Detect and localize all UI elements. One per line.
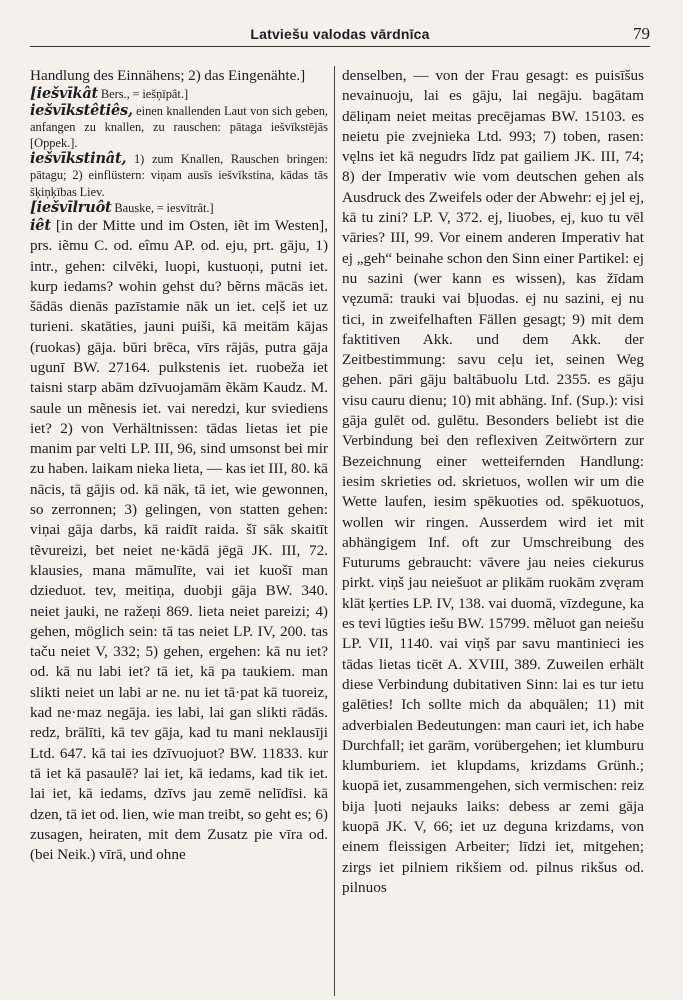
entry-body: 1) zum Knallen, Rauschen bringen: pātagu; 2) einflüstern: viņam ausīs iešvīkstina, kādas tās šķiņķības Liev. [30, 152, 328, 199]
running-head [30, 24, 650, 47]
entry-headword: iešvīkstinât, [30, 150, 127, 168]
left-column [30, 66, 328, 865]
entry-body: [in der Mitte und im Osten, iẽt im Westen], prs. iẽmu C. od. eîmu AP. od. eju, prt. gāju, 1) intr., gehen: cilvēki, luopi, kustuoņi, putni iet. kurp iedams? wohin gehst du? bẽrns mācās iet. šādās dienās pazīstamie nāk un iet. ceļš iet uz turieni. skatāties, jauni puiši, kā meitām kājas (ruokas) gāja. būri brēca, vīrs rājās, putra gāja ugunī BW. 27164. pulkstenis iet. ruobeža iet taisni starp abām dzīvuojamām ẽkām Kaudz. M. saule un mẽnesis iet. vai neredzi, kur sviediens iet? 2) von Verhältnissen: tādas lietas iet pie manim par velti LP. III, 96, sind umsonst bei mir zu haben. laikam nieka lieta, — kas iet III, 80. kā nācis, tā gājis od. kā nāk, tā iet, wie gewonnen, so zerronnen; 3) gelingen, von statten gehen: viņai gāja darbs, kā raidīt raida. šī sāk skaitīt tẽvureizi, bet neiet ne·kādā jēgā JK. III, 72. klausies, mana māmulīte, vai iet kuošī man dzieduot. tev, meitiņa, duobji gāja BW. 340. neiet jauki, ne ražeņi 869. lieta neiet pareizi; 4) gehen, möglich sein: tā tas neiet LP. IV, 200. tas taču neiet V, 332; 5) gehen, ergehen: kā nu iet? od. kā nu labi iet? tā iet, kā pa taukiem. man slikti neiet un labi ar ne. nu iet tā·pat kā tuoreiz, kad ne·maz negāja. ies labi, lai gan slikti rādās. redz, brālīti, kā tev gāja, kad tu mani neklausīji Ltd. 647. kā tai ies dzīvuojuot? BW. 11833. kur tā iet kā pasaulē? lai iet, kā iedams, kad tik iet. lai iet, kā iedams, dzīvs jau zemē nelīdīsi. kā dzen, tā iet od. lien, wie man treibt, so geht es; 6) zusagen, heiraten, mit dem Zusatz pie vīra od. (bei Neik.) vīrā, und ohne [30, 216, 328, 864]
continued-text [30, 66, 328, 86]
right-column [342, 66, 644, 898]
column-divider [334, 66, 335, 996]
continued-text [342, 66, 644, 898]
dictionary-entry [30, 200, 328, 216]
entry-body: Bauske, = iesvītrât.] [111, 200, 214, 215]
entry-headword: [iešvīlruôt [30, 198, 112, 216]
entry-headword: iešvīkstêtiês, [30, 101, 133, 119]
entry-body: einen knallenden Laut von sich geben, anfangen zu knallen, zu rauschen: pātaga iešvīkstējās [Oppek.]. [30, 103, 328, 150]
dictionary-entry [30, 86, 328, 102]
dictionary-entry [30, 103, 328, 152]
page-number: 79 [633, 24, 650, 43]
entry-body: Bers., = iešņīpât.] [98, 87, 189, 102]
entry-headword: [iešvīkât [30, 85, 99, 103]
dictionary-entry [30, 216, 328, 866]
dictionary-entry [30, 151, 328, 200]
entry-body: Handlung des Einnähens; 2) das Eingenähte.] [30, 67, 306, 84]
running-title: Latviešu valodas vārdnīca [250, 26, 430, 42]
entry-headword: iêt [30, 216, 51, 234]
entry-body: denselben, — von der Frau gesagt: es puisīšus nevainuoju, lai es gāju, lai negāju. bagātam dēliņam neiet meitas precējamas BW. 15103. es neietu pie zvejnieka Ltd. 993; 7) toben, rasen: vęlns iet kā negudrs līdz pat gailiem JK. III, 74; 8) der Imperativ wie vom deutschen gehen als Ausdruck des Zweifels oder der Abwehr: ej jel ej, kā tu zini? LP. V, 372. ej, liuobes, ej, kuo tu vēl vāries? III, 99. Vor einem anderen Imperativ hat ej „geh“ beinahe schon den Sinn einer Partikel: ej nu sazini (wer kann es wissen), kas žīdam vęzumā: trauki vai bļuodas. ej nu sazini, ej nu tici, in zweifelhaften Fällen gesagt; 9) mit dem faktitiven Akk. und dem Akk. der Zeitbestimmung: savu ceļu iet, seinen Weg gehen. pāri gāju baltābuolu Ltd. 2355. es gāju visu cauru dienu; 10) mit abhäng. Inf. (Sup.): visi gāja gulēt od. gulētu. Besonders beliebt ist die Verbindung bei den reflexiven Zeitwörtern zur Bezeichnung einer wetteifernden Handlung: iesim skrieties od. skrietuos, wollen wir um die Wette laufen, iesim spēkuoties od. spēkuotuos, wollen wir ringen. Ausserdem wird iet mit abhängigem Inf. oft zur Umschreibung des Futurums gebraucht: vāvere jau neies ciekurus pirkt. viņš jau neiešuot ar plikām ruokām zvęram klāt ķerties LP. IV, 138. vai duomā, vīzdegune, ka es tevi lūgties iešu BW. 15799. mẽluot gan neiešu LP. VII, 1140. vai viņš par savu mantinieci ies tādas lietas ticēt A. XVIII, 389. Zuweilen erhält diese Verbindung dubitativen Sinn: lai es tur ietu galēties! Ich sollte mich da abquälen; 11) mit adverbialen Bedeutungen: man cauri iet, ich habe Durchfall; iet garām, vorübergehen; iet klumburu klumburiem. iet klupdams, krizdams Grünh.; kuopā iet, zusammengehen, sich vermischen: reiz bija ļuoti nejauks laiks: debess ar zemi gāja kuopā JK. V, 66; iet uz deguna krizdams, von einem fleissigen Arbeiter; līdzi iet, mitgehen; zirgs iet pilniem rikšiem od. pilnus rikšus od. pilnuos [342, 67, 644, 896]
